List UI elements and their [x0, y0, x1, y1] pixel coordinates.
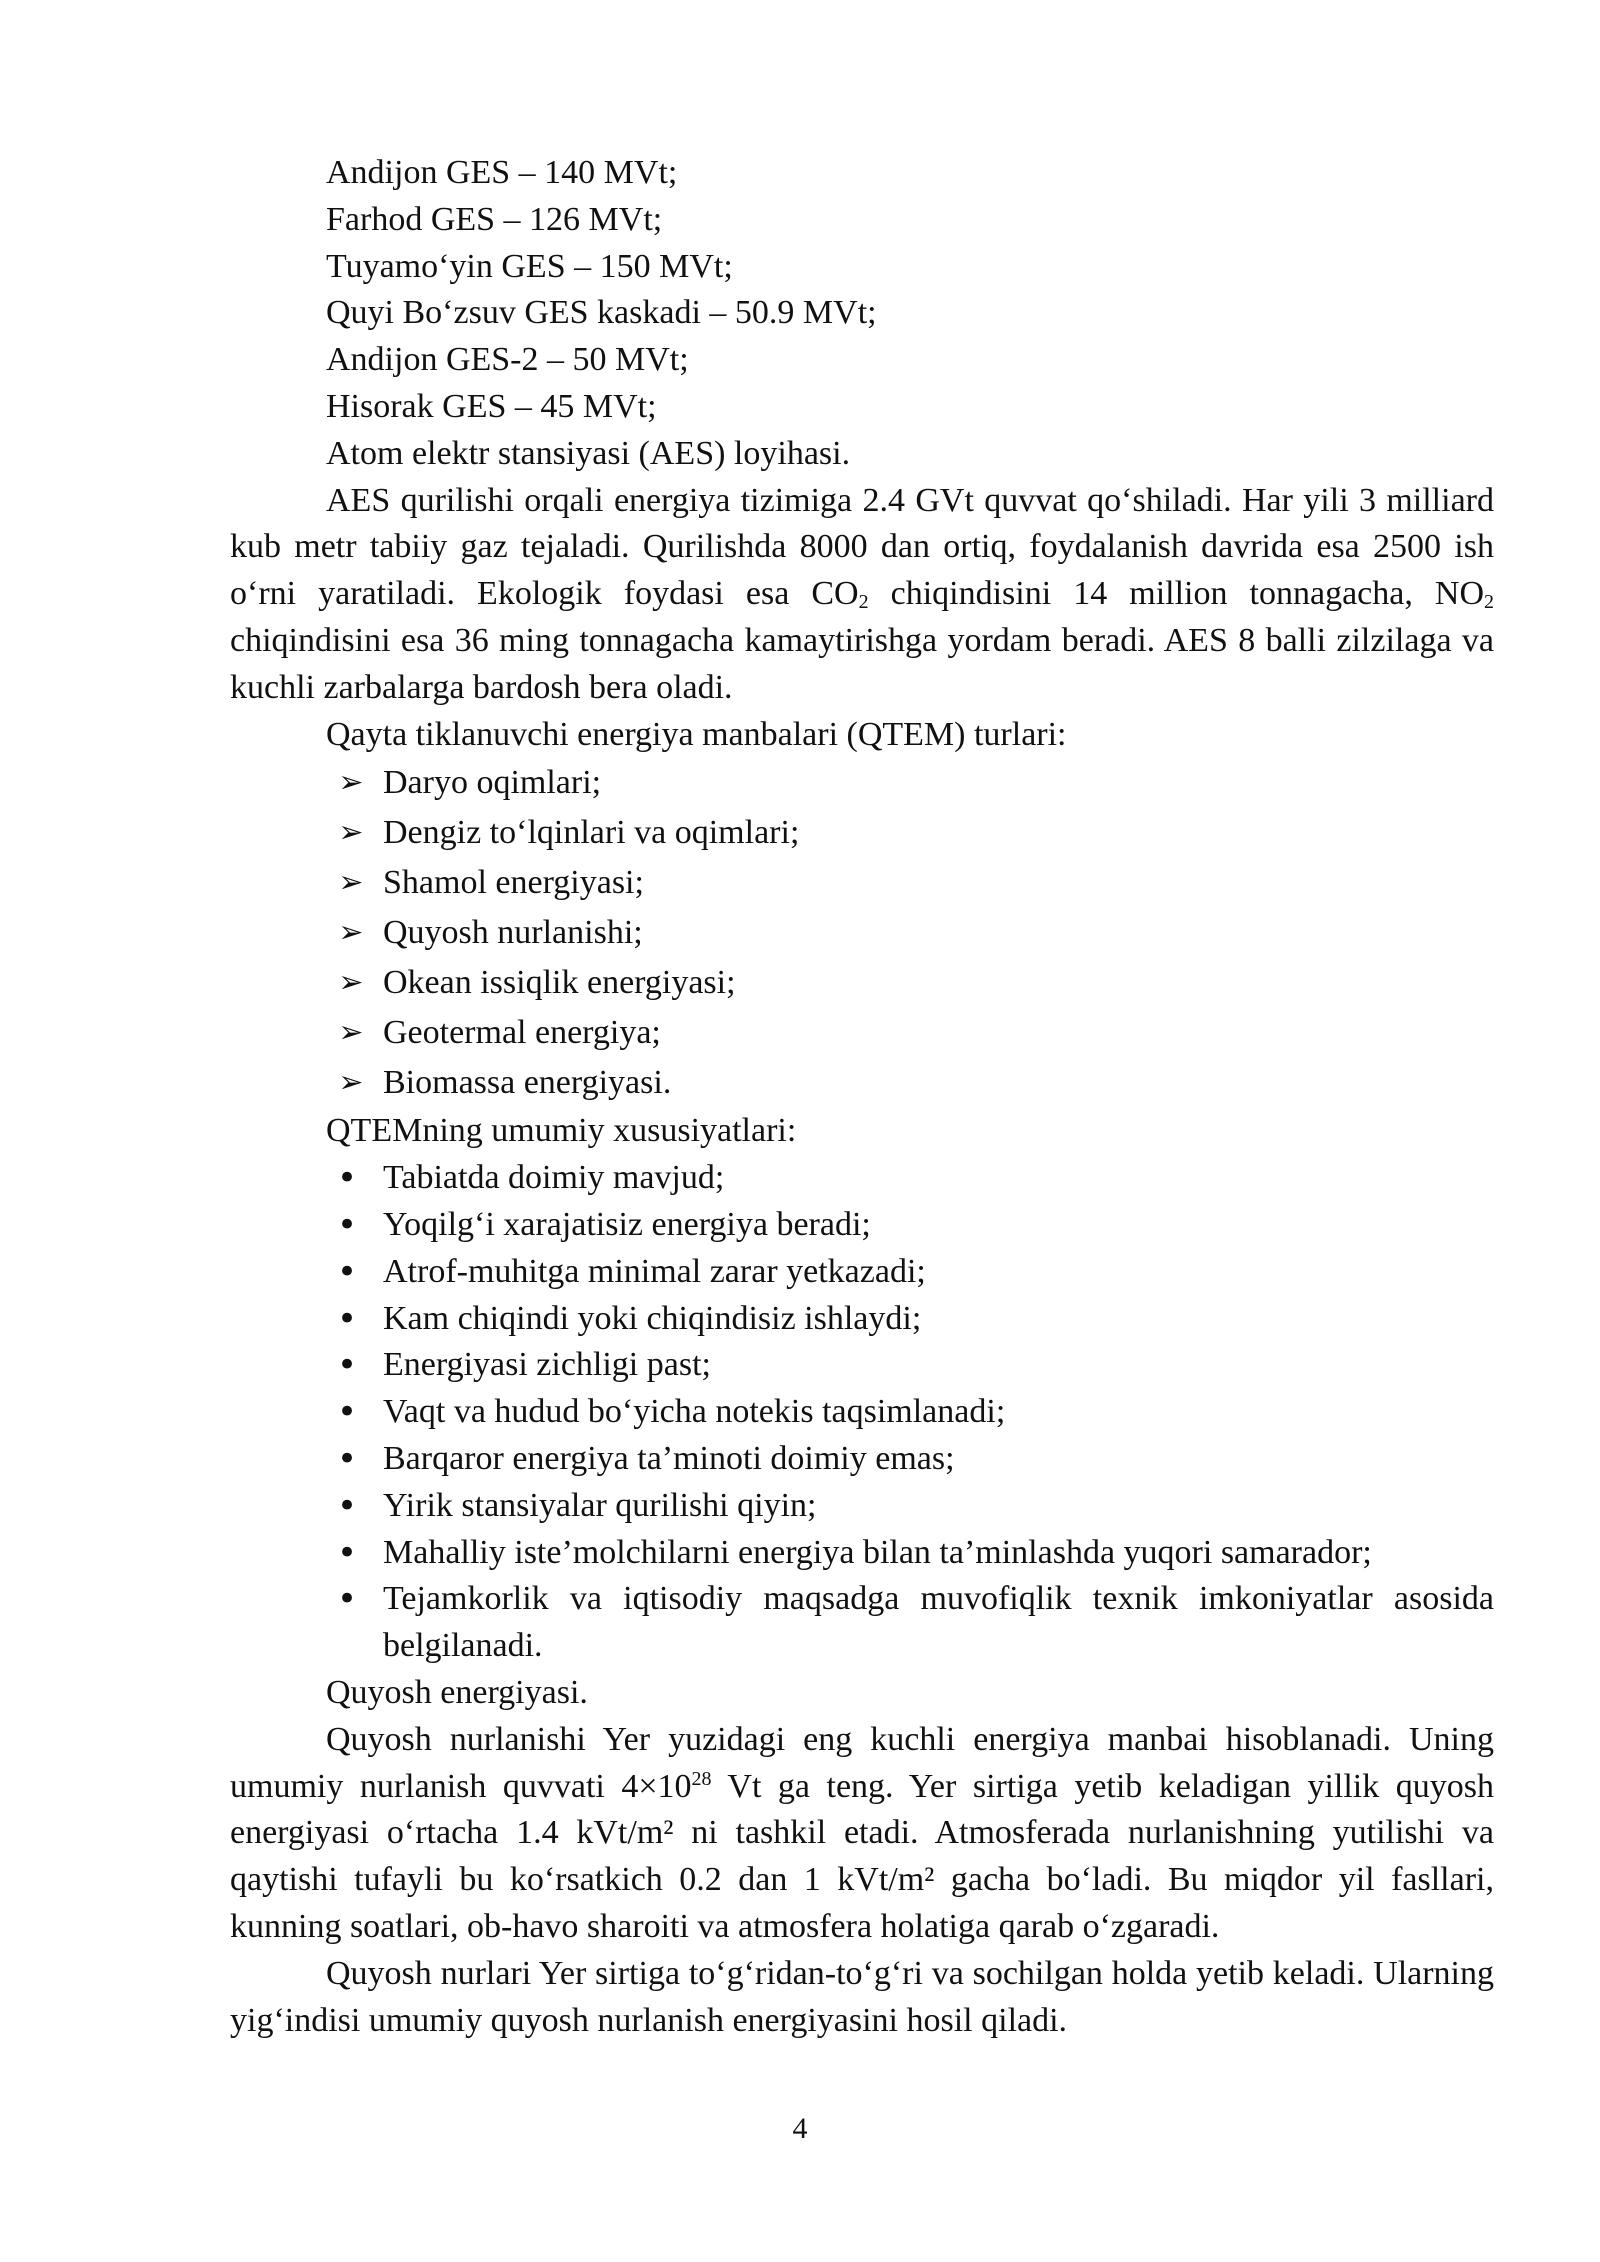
list-item-text: Quyosh nurlanishi; [383, 914, 643, 952]
list-item [230, 1296, 1494, 1343]
list-item-text: Shamol energiyasi; [383, 864, 644, 902]
list-item [230, 908, 1494, 958]
solar-heading: Quyosh energiyasi. [326, 1673, 588, 1711]
page-content [230, 150, 1494, 2044]
list-item-text: Tabiatda doimiy mavjud; [383, 1159, 725, 1197]
no2-subscript: 2 [1484, 591, 1494, 614]
list-item [230, 758, 1494, 808]
ges-item: Quyi Bo‘zsuv GES kaskadi – 50.9 MVt; [326, 294, 877, 332]
list-item-text: Yoqilg‘i xarajatisiz energiya beradi; [383, 1205, 871, 1243]
dot-bullet-icon: • [336, 1345, 358, 1386]
dot-bullet-icon: • [336, 1532, 358, 1573]
list-item [230, 1202, 1494, 1249]
ges-item: Andijon GES – 140 MVt; [326, 154, 678, 191]
solar-paragraph-2: Quyosh nurlari Yer sirtiga to‘g‘ridan-to‘g‘ri va sochilgan holda yetib keladi. Ularning yig‘indisi umumiy quyosh nurlanish energiyasini hosil qiladi. [230, 1954, 1494, 2039]
arrow-bullet-icon: ➢ [338, 1065, 364, 1101]
qtem-types-heading: Qayta tiklanuvchi energiya manbalari (QTEM) turlari: [326, 715, 1067, 753]
list-item-text: Atrof-muhitga minimal zarar yetkazadi; [383, 1252, 926, 1290]
exponent-superscript: 28 [691, 1767, 712, 1790]
list-item [230, 1058, 1494, 1108]
list-item [230, 1342, 1494, 1389]
aes-text-3: chiqindisini esa 36 ming tonnagacha kamaytirishga yordam beradi. AES 8 balli zilzilaga va kuchli zarbalarga bardosh bera oladi. [230, 621, 1494, 706]
dot-bullet-icon: • [336, 1438, 358, 1479]
list-item [230, 1155, 1494, 1202]
list-item-text: Yirik stansiyalar qurilishi qiyin; [383, 1486, 817, 1524]
qtem-props-heading: QTEMning umumiy xususiyatlari: [326, 1112, 797, 1150]
dot-bullet-icon: • [336, 1485, 358, 1526]
list-item-text: Dengiz to‘lqinlari va oqimlari; [383, 814, 800, 852]
dot-bullet-icon: • [336, 1298, 358, 1339]
solar-text-1: Quyosh nurlanishi Yer yuzidagi eng kuchli energiya manbai hisoblanadi. Uning umumiy nurlanish quvvati 4×10 [230, 1720, 1494, 1805]
ges-item: Tuyamo‘yin GES – 150 MVt; [326, 247, 733, 285]
dot-bullet-icon: • [336, 1158, 358, 1199]
co2-subscript: 2 [858, 591, 869, 614]
dot-bullet-icon: • [336, 1579, 358, 1620]
solar-paragraph-1 [230, 1717, 1494, 1951]
list-item [230, 1576, 1494, 1670]
ges-item: Farhod GES – 126 MVt; [326, 200, 663, 238]
ges-item: Hisorak GES – 45 MVt; [326, 387, 657, 425]
list-item-text: Barqaror energiya ta’minoti doimiy emas; [383, 1439, 955, 1477]
aes-heading: Atom elektr stansiyasi (AES) loyihasi. [326, 434, 851, 472]
arrow-bullet-icon: ➢ [338, 965, 364, 1001]
arrow-bullet-icon: ➢ [338, 1015, 364, 1051]
list-item [230, 1008, 1494, 1058]
qtem-props-list [230, 1155, 1494, 1670]
aes-paragraph [230, 478, 1494, 712]
arrow-bullet-icon: ➢ [338, 815, 364, 851]
list-item-text: Kam chiqindi yoki chiqindisiz ishlaydi; [383, 1299, 922, 1337]
list-item [230, 958, 1494, 1008]
list-item-text: Mahalliy iste’molchilarni energiya bilan ta’minlashda yuqori samarador; [383, 1533, 1372, 1571]
dot-bullet-icon: • [336, 1204, 358, 1245]
list-item-text: Okean issiqlik energiyasi; [383, 964, 736, 1002]
list-item [230, 858, 1494, 908]
list-item [230, 1389, 1494, 1436]
dot-bullet-icon: • [336, 1392, 358, 1433]
list-item-text: Tejamkorlik va iqtisodiy maqsadga muvofiqlik texnik imkoniyatlar asosida belgilanadi. [383, 1580, 1494, 1665]
list-item-text: Energiyasi zichligi past; [383, 1346, 711, 1384]
aes-text-1: AES qurilishi orqali energiya tizimiga 2.4 GVt quvvat qo‘shiladi. Har yili 3 milliard kub metr tabiiy gaz tejaladi. Qurilishda 8000 dan ortiq, foydalanish davrida esa 2500 ish o‘rni yaratiladi. Ekologik foydasi esa CO [230, 481, 1494, 613]
list-item-text: Vaqt va hudud bo‘yicha notekis taqsimlanadi; [383, 1393, 1006, 1431]
dot-bullet-icon: • [336, 1251, 358, 1292]
list-item-text: Geotermal energiya; [383, 1014, 661, 1052]
arrow-bullet-icon: ➢ [338, 915, 364, 951]
aes-text-2: chiqindisini 14 million tonnagacha, NO [868, 575, 1484, 613]
qtem-types-list [230, 758, 1494, 1108]
solar-text-2: Vt ga teng. Yer sirtiga yetib keladigan yillik quyosh energiyasi o‘rtacha 1.4 kVt/m² ni tashkil etadi. Atmosferada nurlanishning yutilishi va qaytishi tufayli bu ko‘rsatkich 0.2 dan 1 kVt/m² gacha bo‘ladi. Bu miqdor yil fasllari, kunning soatlari, ob-havo sharoiti va atmosfera holatiga qarab o‘zgaradi. [230, 1767, 1494, 1945]
list-item [230, 808, 1494, 858]
list-item [230, 1249, 1494, 1296]
list-item [230, 1436, 1494, 1483]
ges-list [230, 150, 1494, 431]
list-item-text: Daryo oqimlari; [383, 764, 602, 802]
arrow-bullet-icon: ➢ [338, 765, 364, 801]
list-item [230, 1483, 1494, 1530]
ges-item: Andijon GES-2 – 50 MVt; [326, 341, 689, 379]
list-item-text: Biomassa energiyasi. [383, 1064, 672, 1102]
list-item [230, 1530, 1494, 1577]
arrow-bullet-icon: ➢ [338, 865, 364, 901]
page-number: 4 [792, 2112, 808, 2145]
